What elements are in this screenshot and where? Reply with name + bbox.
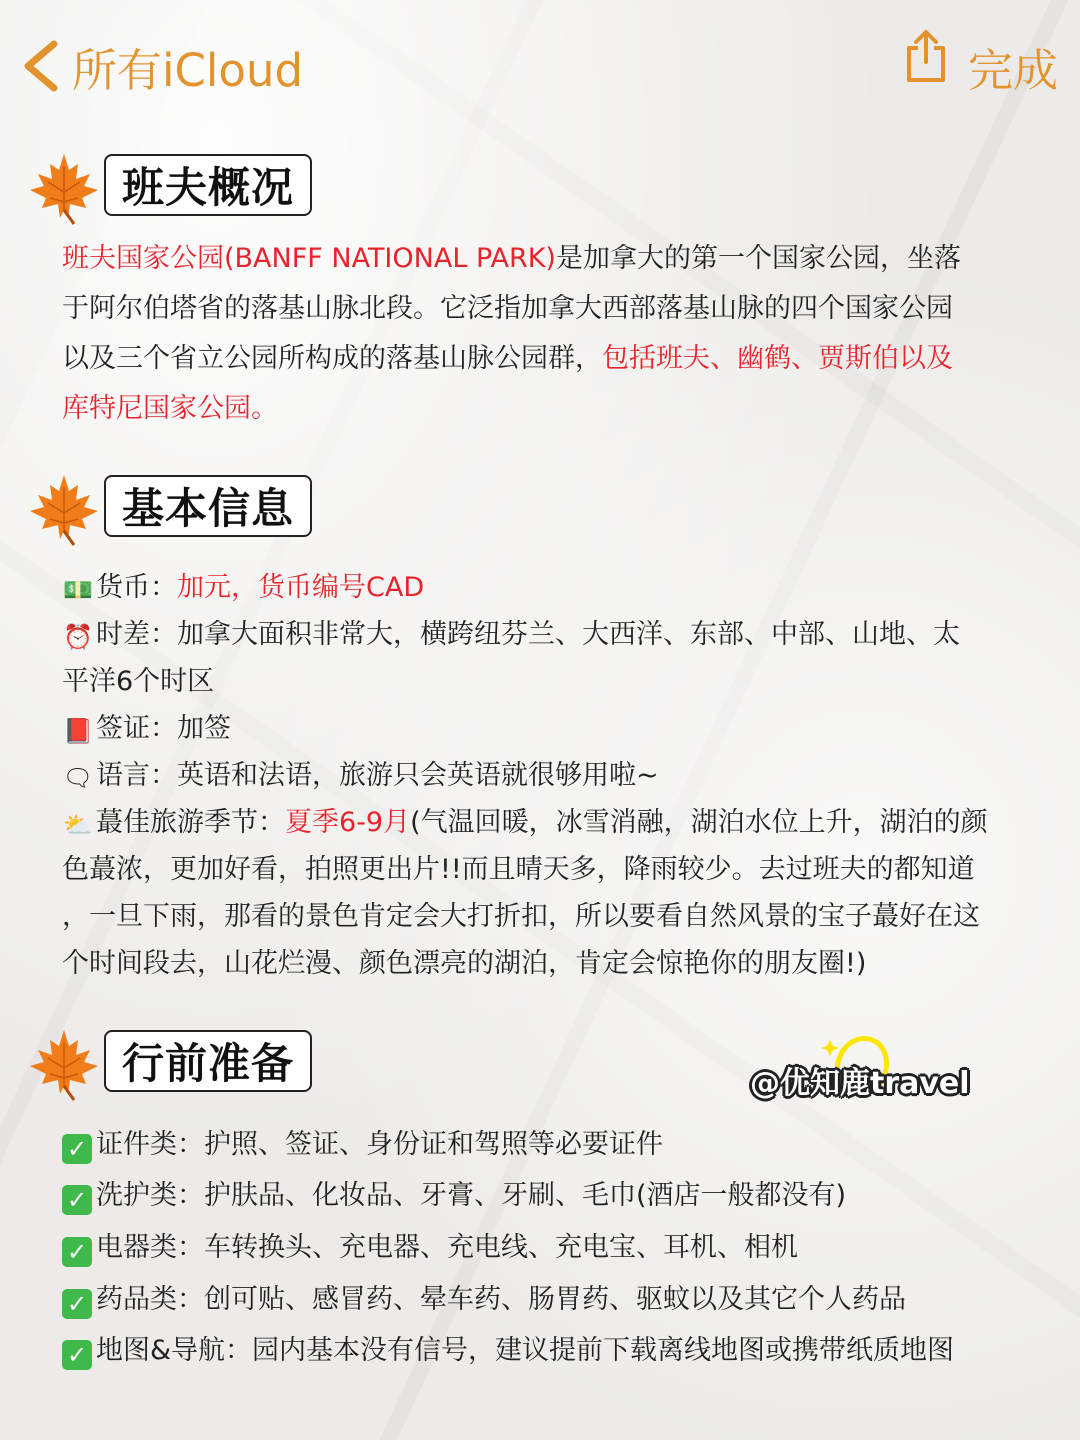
text-span: 包括班夫、幽鹤、贾斯伯以及 <box>602 343 953 374</box>
text-span: 语言：英语和法语，旅游只会英语就很够用啦~ <box>96 760 659 791</box>
alarm-clock-icon: ⏰ <box>63 623 93 651</box>
maple-leaf-icon <box>28 473 100 547</box>
text-span: 货币： <box>96 572 177 603</box>
section-heading-box <box>104 154 312 216</box>
check-icon: ✓ <box>62 1289 92 1319</box>
red-book-icon: 📕 <box>63 717 93 745</box>
section-title: 行前准备 <box>122 1039 295 1088</box>
text-span: 时差：加拿大面积非常大，横跨纽芬兰、大西洋、东部、中部、山地、太 <box>96 619 960 650</box>
text-line <box>62 384 1022 434</box>
info-visa <box>62 706 1037 745</box>
check-icon: ✓ <box>62 1237 92 1267</box>
text-span: 蕞佳旅游季节： <box>96 807 285 838</box>
info-season-cont <box>62 847 1037 886</box>
info-currency <box>62 565 1037 604</box>
info-season-cont <box>62 894 1037 933</box>
info-season-cont <box>62 941 1037 980</box>
back-button[interactable]: 所有iCloud <box>72 44 304 97</box>
prep-item <box>62 1225 1037 1267</box>
text-span: 是加拿大的第一个国家公园，坐落 <box>555 243 961 274</box>
text-line <box>62 334 1022 384</box>
text-span: 于阿尔伯塔省的落基山脉北段。它泛指加拿大西部落基山脉的四个国家公园 <box>62 293 953 324</box>
text-span: 班夫国家公园(BANFF NATIONAL PARK) <box>62 243 556 274</box>
sun-cloud-icon: ⛅ <box>63 811 93 839</box>
check-icon: ✓ <box>62 1185 92 1215</box>
prep-item <box>62 1173 1037 1215</box>
maple-leaf-icon <box>28 1028 100 1102</box>
prep-item <box>62 1122 1037 1164</box>
text-span: ，一旦下雨，那看的景色肯定会大打折扣，所以要看自然风景的宝子蕞好在这 <box>62 901 980 932</box>
text-span: 药品类：创可贴、感冒药、晕车药、肠胃药、驱蚊以及其它个人药品 <box>96 1284 906 1315</box>
text-line <box>62 234 1022 284</box>
text-span: 夏季6-9月 <box>285 807 411 838</box>
text-span: 电器类：车转换头、充电器、充电线、充电宝、耳机、相机 <box>96 1232 798 1263</box>
overview-paragraph <box>62 234 1022 434</box>
info-timezone-cont <box>62 659 1037 698</box>
section-heading-box <box>104 475 312 537</box>
section-title: 班夫概况 <box>122 163 295 212</box>
money-icon: 💵 <box>63 576 93 604</box>
check-icon: ✓ <box>62 1340 92 1370</box>
text-span: 洗护类：护肤品、化妆品、牙膏、牙刷、毛巾(酒店一般都没有) <box>96 1180 847 1211</box>
text-span: 证件类：护照、签证、身份证和驾照等必要证件 <box>96 1129 663 1160</box>
section-title: 基本信息 <box>122 484 295 533</box>
info-season <box>62 800 1037 839</box>
text-span: 个时间段去，山花烂漫、颜色漂亮的湖泊，肯定会惊艳你的朋友圈!) <box>62 948 867 979</box>
text-span: (气温回暖，冰雪消融，湖泊水位上升，湖泊的颜 <box>410 807 988 838</box>
chevron-left-icon[interactable] <box>18 40 66 92</box>
text-span: 加元，货币编号CAD <box>177 572 425 603</box>
text-line <box>62 284 1022 334</box>
info-language <box>62 753 1037 792</box>
text-span: 色蕞浓，更加好看，拍照更出片!!而且晴天多，降雨较少。去过班夫的都知道 <box>62 854 975 885</box>
done-button[interactable]: 完成 <box>968 44 1059 97</box>
text-span: 地图&导航：园内基本没有信号，建议提前下载离线地图或携带纸质地图 <box>96 1335 955 1366</box>
prep-item <box>62 1328 1037 1370</box>
text-span: 以及三个省立公园所构成的落基山脉公园群， <box>62 343 602 374</box>
speech-bubble-icon: 🗨 <box>62 764 94 792</box>
maple-leaf-icon <box>28 152 100 226</box>
info-timezone <box>62 612 1037 651</box>
share-icon[interactable] <box>903 28 949 84</box>
check-icon: ✓ <box>62 1134 92 1164</box>
section-heading-box <box>104 1030 312 1092</box>
watermark-text: @优知鹿travel <box>750 1066 970 1101</box>
text-span: 签证：加签 <box>96 713 231 744</box>
text-span: 库特尼国家公园。 <box>62 393 278 424</box>
prep-item <box>62 1277 1037 1319</box>
text-span: 平洋6个时区 <box>62 666 215 697</box>
nav-bar <box>0 0 1080 125</box>
